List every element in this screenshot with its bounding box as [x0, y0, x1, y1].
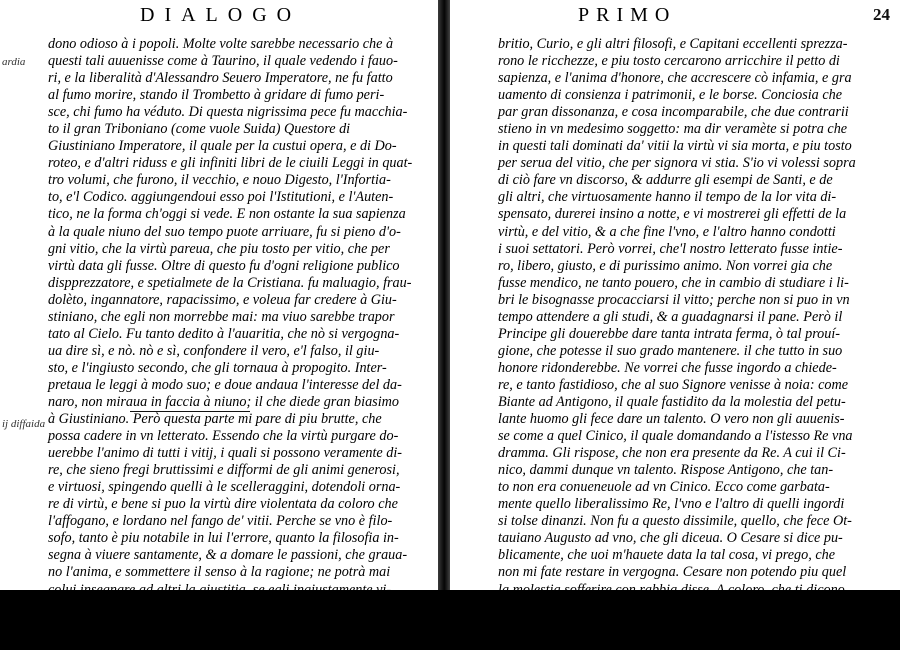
text-line: stieno in vn medesimo soggetto: ma dir veramète si potra che — [498, 121, 848, 138]
text-line: britio, Curio, e gli altri filosofi, e Capitani eccellenti sprezza- — [498, 36, 848, 52]
text-line: naro, non miraua in faccia à niuno; il che diede gran biasimo — [48, 393, 399, 410]
text-line: se come a quel Cinico, il quale domandando a l'istesso Re vna — [498, 428, 853, 445]
text-line: à Giustiniano. Però questa parte mi pare di piu brutte, che — [48, 411, 382, 428]
text-line: ri, e la liberalità d'Alessandro Seuero Imperatore, ne fu fatto — [48, 70, 393, 87]
text-line: tro volumi, che furono, il vecchio, e nouo Digesto, l'Infortia- — [48, 172, 391, 189]
text-line: no l'anima, e sommettere il senso à la ragione; ne potrà mai — [48, 564, 391, 581]
text-line: sofo, tanto è piu notabile in lui l'errore, quanto la filosofia in- — [48, 530, 399, 547]
text-line: tempo attendere a gli studi, & a guadagnarsi il pane. Però il — [498, 308, 843, 325]
margin-note: ij diffaida — [2, 418, 46, 430]
text-line: ua dire sì, e nò. nò e sì, confondere il vero, e'l falso, il giu- — [48, 342, 380, 359]
text-line: mente quello liberalissimo Re, l'vno e l'altro di quelli ingordi — [498, 496, 845, 513]
text-line: pretaua le leggi à modo suo; e doue andaua l'interesse del da- — [48, 376, 402, 393]
text-line: sce, chi fumo ha véduto. Di questa nigrissima pece fu macchia- — [48, 104, 408, 121]
text-line: re, e tanto fastidioso, che al suo Signore venisse à noia: come — [498, 376, 849, 393]
text-line: roteo, e d'altri riduss e gli infiniti libri de le ciuili Leggi in quat- — [48, 155, 413, 172]
text-line: gione, che potesse il suo grado mantenere. il che tutto in suo — [498, 342, 843, 359]
margin-note: ardia — [2, 56, 26, 68]
text-line: la molestia sofferire con rabbia disse. A coloro, che ti dicono — [498, 581, 845, 598]
text-line: l'affogano, e lordano nel fango de' vitii. Perche se vno è filo- — [48, 513, 393, 530]
text-line: ue. e seguita quelle cose, che recano biasimo, e vituperio. Per — [48, 598, 400, 615]
text-line: virtù data gli fusse. Oltre di questo fu d'ogni religione publico — [48, 257, 400, 274]
text-line: fusse mendico, ne tanto pouero, che in cambio di studiare i li- — [498, 274, 849, 291]
text-line: Principe gli douerebbe dare tanta intrata ferma, ò tal prouí- — [498, 325, 841, 342]
page-number: 24 — [873, 5, 890, 24]
left-body-text — [48, 36, 436, 650]
text-line: virtù, e del vitio, & a che fine l'vno, e l'altro hanno condotti — [498, 223, 836, 240]
text-line: to il gran Triboniano (come vuole Suida) Questore di — [48, 121, 351, 138]
text-line: colui insegnare ad altri la giustitia, se egli ingiustamente vi- — [48, 581, 392, 598]
text-line: Roma letterati, & altri anco, che non par che si possano mai — [498, 615, 843, 632]
text-line: to, e'l Codico. aggiungendoui esso poi l'Istitutioni, e l'Auten- — [48, 189, 394, 206]
text-line: nico, dammi dunque vn talento. Rispose Antigono, che tan- — [498, 462, 834, 479]
text-line: lante huomo gli fece dare un talento. O vero non gli auuenis- — [498, 411, 845, 428]
text-line: gli altri, che virtuosamente hanno il tempo de la lor vita di- — [498, 189, 837, 206]
text-line: Biante ad Antigono, il quale fastidito da la molestia del petu- — [498, 393, 846, 410]
text-line: i suoi settatori. Però vorrei, che'l nostro letterato fusse intie- — [498, 240, 843, 257]
text-line: per serua del vitio, che per signora vi stia. S'io vi volessi sopra — [498, 155, 856, 172]
text-line: dispprezzatore, e spetialmete de la Cristiana. fu maluagio, frau- — [48, 274, 412, 291]
text-line: re di virtù, e bene si puo la virtù dire violentata da coloro che — [48, 496, 398, 513]
right-page — [450, 0, 900, 649]
text-line: rono le ricchezze, e piu tosto cercarono arricchire il petto di — [498, 53, 840, 70]
text-line: ro, libero, giusto, e di purissimo animo. Non vorrei gia che — [498, 257, 833, 274]
text-line: questo Anassagora, Socrate, Cratone, Diogene, Fotione, Fab — [48, 615, 397, 632]
text-line: gni vitio, che la virtù pareua, che piu tosto per vitio, che per — [48, 240, 390, 257]
text-line: dono odioso à i popoli. Molte volte sarebbe necessario che à — [48, 36, 394, 52]
text-line: uerebbe l'animo di tutti i vitij, i quali si possono veramente di- — [48, 445, 403, 462]
text-line: possa cadere in vn letterato. Essendo che la virtù purgare do- — [48, 428, 399, 445]
text-line: bri le bisognasse procacciarsi il vitto; perche non si puo in vn — [498, 291, 850, 308]
text-line: stiniano, che egli non morrebbe mai: ma viuo sarebbe trapor — [48, 308, 395, 325]
text-line: dolèto, ingannatore, rapacissimo, e voleua far credere à Giu- — [48, 291, 397, 308]
catchword: britio — [358, 632, 390, 649]
text-line: questi tali auuenisse come à Taurino, il quale vedendo i fauo- — [48, 53, 398, 70]
text-line: par gran dissonanza, e cosa incomparabile, che due contrarii — [498, 104, 849, 121]
right-body-text — [498, 36, 890, 650]
text-line: tauiano Augusto ad vno, che gli diceua. O Cesare si dice pu- — [498, 530, 843, 547]
text-line: Giustiniano Imperatore, il quale per la custui opera, e di Do- — [48, 138, 397, 155]
text-line: simil parole di, che non è vero. Molti sono hoggi ne le corti di — [498, 598, 850, 615]
text-line: in questi tali dominati da' vitii la virtù vi sia morta, e piu tosto — [498, 138, 852, 155]
text-line: sapienza, e l'anima d'honore, che accrescere cò infamia, e gra — [498, 70, 852, 87]
text-line: segna à viuere santamente, & a domare le passioni, che graua- — [48, 547, 408, 564]
running-head-left: DIALOGO — [140, 4, 302, 26]
text-line: tato al Cielo. Fu tanto dedito à l'auaritia, che nò si vergogna- — [48, 325, 400, 342]
text-line: honore ridonderebbe. Ne vorrei che fusse ingordo a chiede- — [498, 359, 837, 376]
text-line: tico, ne la forma ch'oggi si vede. E non ostante la sua sapienza — [48, 206, 406, 223]
text-line: non mi fate restare in vergogna. Cesare non potendo piu quel — [498, 564, 847, 581]
text-line: blicamente, che uoi m'hauete data la tal cosa, vi prego, che — [498, 547, 836, 564]
left-page — [0, 0, 440, 649]
text-line: si tolse dinanzi. Non fu a questo dissimile, quello, che fece Ot- — [498, 513, 852, 530]
text-line: spensato, durerei insino a notte, e vi mostrerei gli effetti de la — [498, 206, 847, 223]
text-line: al fumo morire, stando il Trombetto à gridare di fumo peri- — [48, 87, 385, 104]
catchword: hauendo — [795, 632, 844, 649]
text-line: re, che sieno fregi bruttissimi e difformi de gli animi generosi, — [48, 462, 400, 479]
text-line: uamento di consienza i patrimonii, e le borse. Conciosia che — [498, 87, 843, 104]
text-line: sto, e l'ingiusto secondo, che gli tornaua à propogito. Inter- — [48, 359, 387, 376]
running-head-right: PRIMO — [578, 4, 677, 26]
text-line: dramma. Gli rispose, che non era presente da Re. A cui il Ci- — [498, 445, 846, 462]
text-line: e virtuosi, spingendo quelli à le scelleraggini, dotendoli orna- — [48, 479, 401, 496]
text-line: à la quale niuno del suo tempo puote arriuare, fu si pieno d'o- — [48, 223, 401, 240]
text-line: di ciò fare vn discorso, & addurre gli esempi de Santi, e de — [498, 172, 833, 189]
text-line: to non era conueneuole ad vn Cinico. Ecco come garbata- — [498, 479, 830, 496]
